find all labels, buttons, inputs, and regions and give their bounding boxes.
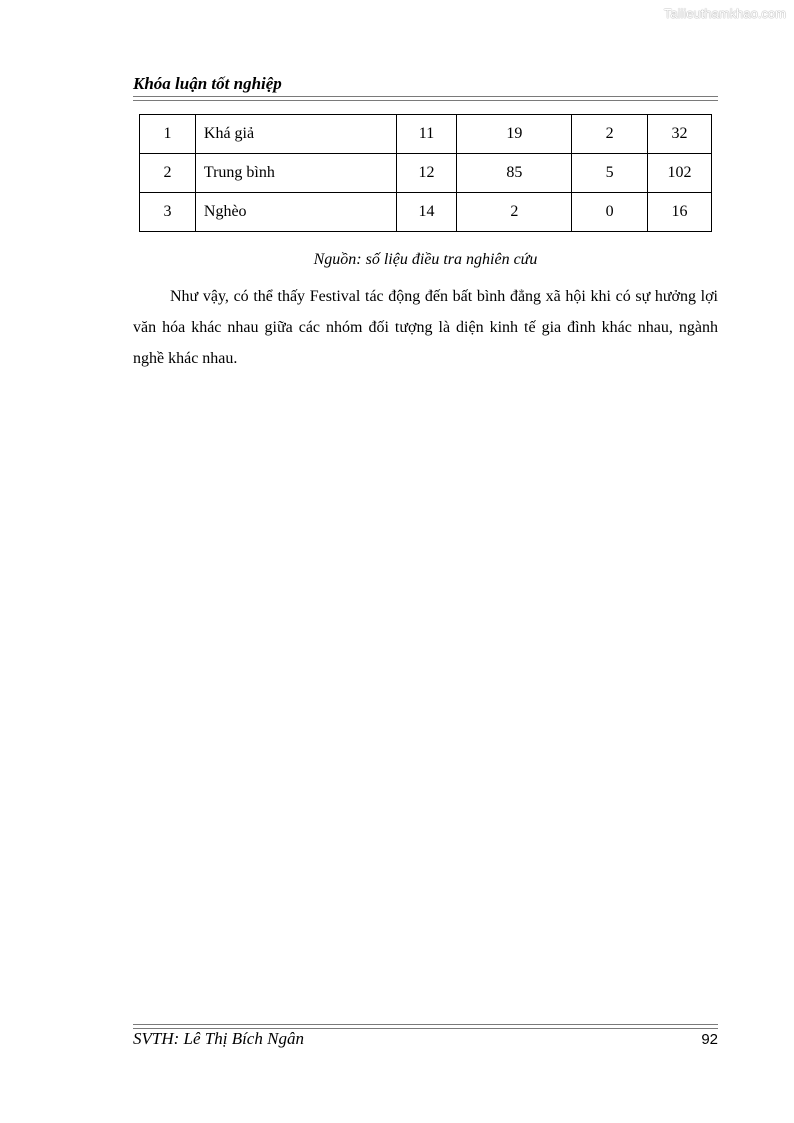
- table-cell-value: 85: [457, 154, 572, 193]
- table-cell-value: 11: [396, 115, 457, 154]
- table-cell-value: 2: [457, 193, 572, 232]
- footer-author: SVTH: Lê Thị Bích Ngân: [133, 1029, 304, 1048]
- table-cell-group: Nghèo: [195, 193, 396, 232]
- table-row: [140, 115, 712, 154]
- table-row: [140, 154, 712, 193]
- page-header-title: Khóa luận tốt nghiệp: [133, 74, 282, 93]
- table-cell-group: Khá giả: [195, 115, 396, 154]
- table-cell-value: 2: [572, 115, 648, 154]
- table-cell-index: 2: [140, 154, 196, 193]
- table-cell-value: 12: [396, 154, 457, 193]
- table-cell-value: 14: [396, 193, 457, 232]
- table-cell-value: 5: [572, 154, 648, 193]
- body-paragraph: Như vậy, có thể thấy Festival tác động đến bất bình đẳng xã hội khi có sự hưởng lợi văn hóa khác nhau giữa các nhóm đối tượng là diện kinh tế gia đình khác nhau, ngành nghề khác nhau.: [133, 288, 718, 367]
- table-cell-total: 16: [648, 193, 712, 232]
- table-cell-value: 19: [457, 115, 572, 154]
- page-number: 92: [701, 1031, 718, 1048]
- table-cell-value: 0: [572, 193, 648, 232]
- statistics-table: [139, 114, 712, 232]
- header-divider: [133, 96, 718, 101]
- watermark-text: Tailieuthamkhao.com: [663, 6, 786, 21]
- table-row: [140, 193, 712, 232]
- table-cell-index: 1: [140, 115, 196, 154]
- table-cell-total: 102: [648, 154, 712, 193]
- source-note: Nguồn: số liệu điều tra nghiên cứu: [313, 251, 538, 268]
- table-cell-group: Trung bình: [195, 154, 396, 193]
- table-cell-total: 32: [648, 115, 712, 154]
- table-cell-index: 3: [140, 193, 196, 232]
